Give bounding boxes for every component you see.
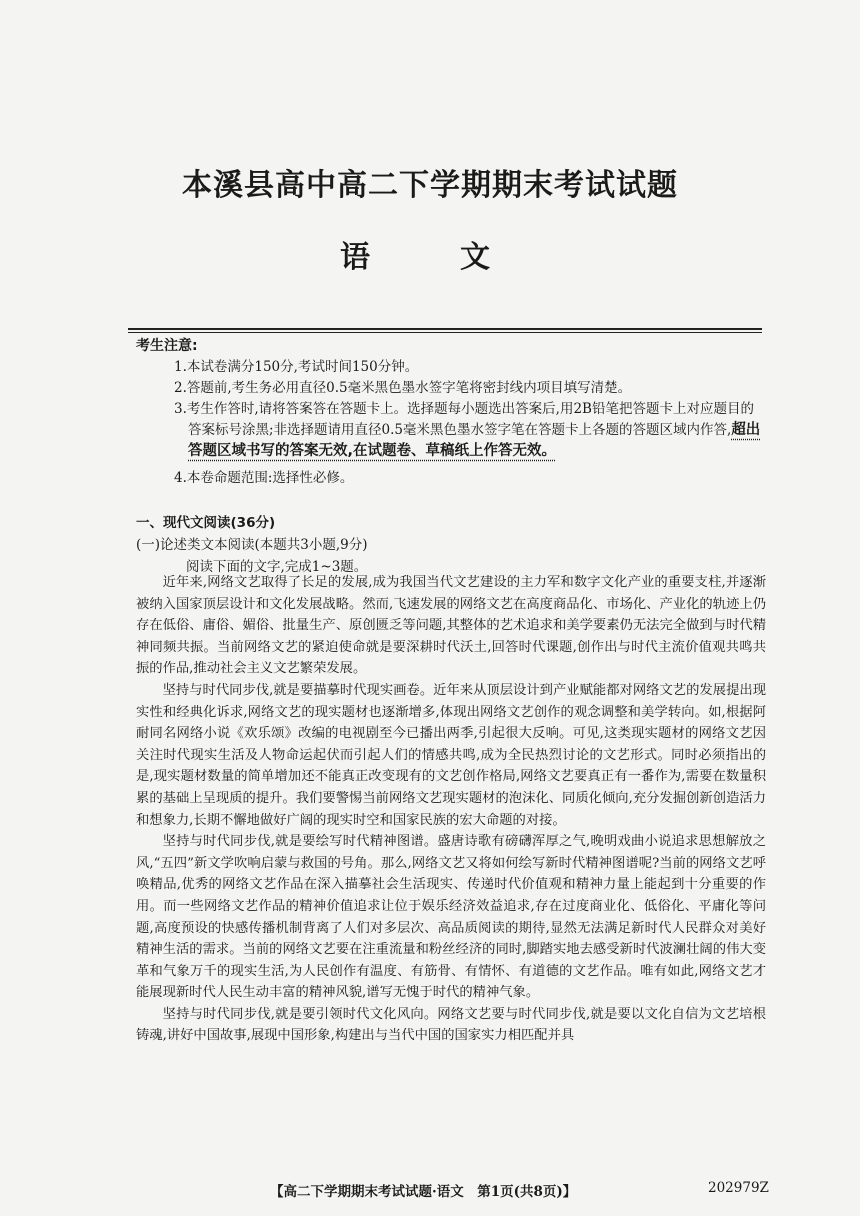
notice-item	[136, 399, 766, 462]
notice-item: 2.答题前,考生务必用直径0.5毫米黑色墨水签字笔将密封线内项目填写清楚。	[174, 380, 632, 396]
reading-passage	[136, 572, 766, 1047]
passage-paragraph: 近年来,网络文艺取得了长足的发展,成为我国当代文艺建设的主力军和数字文化产业的重要支柱,并逐渐被纳入国家顶层设计和文化发展战略。然而,飞速发展的网络文艺在高度商品化、市场化、产业化的轨迹上仍存在低俗、庸俗、媚俗、批量生产、原创匮乏等问题,其整体的艺术追求和美学要素仍无法完全做到与时代精神同频共振。当前网络文艺的紧迫使命就是要深耕时代沃土,回答时代课题,创作出与时代主流价值观共鸣共振的作品,推动社会主义文艺繁荣发展。	[136, 575, 766, 677]
section-heading: 一、现代文阅读(36分)	[136, 515, 276, 531]
divider-thick	[128, 328, 762, 330]
notice-block	[136, 336, 766, 489]
notice-item: 4.本卷命题范围:选择性必修。	[174, 470, 354, 486]
section-header	[136, 512, 766, 578]
divider-thin	[128, 332, 762, 333]
notice-item-text: 3.考生作答时,请将答案答在答题卡上。选择题每小题选出答案后,用2B铅笔把答题卡上对应题目的答案标号涂黑;非选择题请用直径0.5毫米黑色墨水签字笔在答题卡上各题的答题区域内作答,	[174, 401, 754, 438]
exam-title: 本溪县高中高二下学期期末考试试题	[182, 168, 678, 203]
notice-heading: 考生注意:	[136, 338, 198, 354]
reading-instruction: 阅读下面的文字,完成1~3题。	[186, 559, 368, 575]
footer-code: 202979Z	[708, 1180, 769, 1196]
subsection-heading: (一)论述类文本阅读(本题共3小题,9分)	[136, 537, 368, 553]
exam-subject: 语 文	[340, 240, 520, 275]
footer-label: 【高二下学期期末考试试题·语文 第1页(共8页)】	[270, 1184, 577, 1200]
notice-warning: 超出答题区域书写的答案无效,在试题卷、草稿纸上作答无效。	[188, 422, 761, 459]
passage-paragraph: 坚持与时代同步伐,就是要引领时代文化风向。网络文艺要与时代同步伐,就是要以文化自信为文艺培根铸魂,讲好中国故事,展现中国形象,构建出与当代中国的国家实力相匹配并具	[136, 1006, 766, 1044]
passage-paragraph: 坚持与时代同步伐,就是要绘写时代精神图谱。盛唐诗歌有磅礴浑厚之气,晚明戏曲小说追求思想解放之风,“五四”新文学吹响启蒙与救国的号角。那么,网络文艺又将如何绘写新时代精神图谱呢?当前的网络文艺呼唤精品,优秀的网络文艺作品在深入描摹社会生活现实、传递时代价值观和精神力量上能起到十分重要的作用。而一些网络文艺作品的精神价值追求让位于娱乐经济效益追求,存在过度商业化、低俗化、平庸化等问题,高度预设的快感传播机制背离了人们对多层次、高品质阅读的期待,显然无法满足新时代人民群众对美好精神生活的需求。当前的网络文艺要在注重流量和粉丝经济的同时,脚踏实地去感受新时代波澜壮阔的伟大变革和气象万千的现实生活,为人民创作有温度、有筋骨、有情怀、有道德的文艺作品。唯有如此,网络文艺才能展现新时代人民生动丰富的精神风貌,谱写无愧于时代的精神气象。	[136, 834, 766, 1001]
notice-item: 1.本试卷满分150分,考试时间150分钟。	[174, 359, 419, 375]
passage-paragraph: 坚持与时代同步伐,就是要描摹时代现实画卷。近年来从顶层设计到产业赋能都对网络文艺的发展提出现实性和经典化诉求,网络文艺的现实题材也逐渐增多,体现出网络文艺创作的观念调整和美学转向。如,根据阿耐同名网络小说《欢乐颂》改编的电视剧至今已播出两季,引起很大反响。可见,这类现实题材的网络文艺因关注时代现实生活及人物命运起伏而引起人们的情感共鸣,成为全民热烈讨论的文艺形式。同时必须指出的是,现实题材数量的简单增加还不能真正改变现有的文艺创作格局,网络文艺要真正有一番作为,需要在数量积累的基础上呈现质的提升。我们要警惕当前网络文艺现实题材的泡沫化、同质化倾向,充分发掘创新创造活力和想象力,长期不懈地做好广阔的现实时空和国家民族的宏大命题的对接。	[136, 682, 766, 828]
